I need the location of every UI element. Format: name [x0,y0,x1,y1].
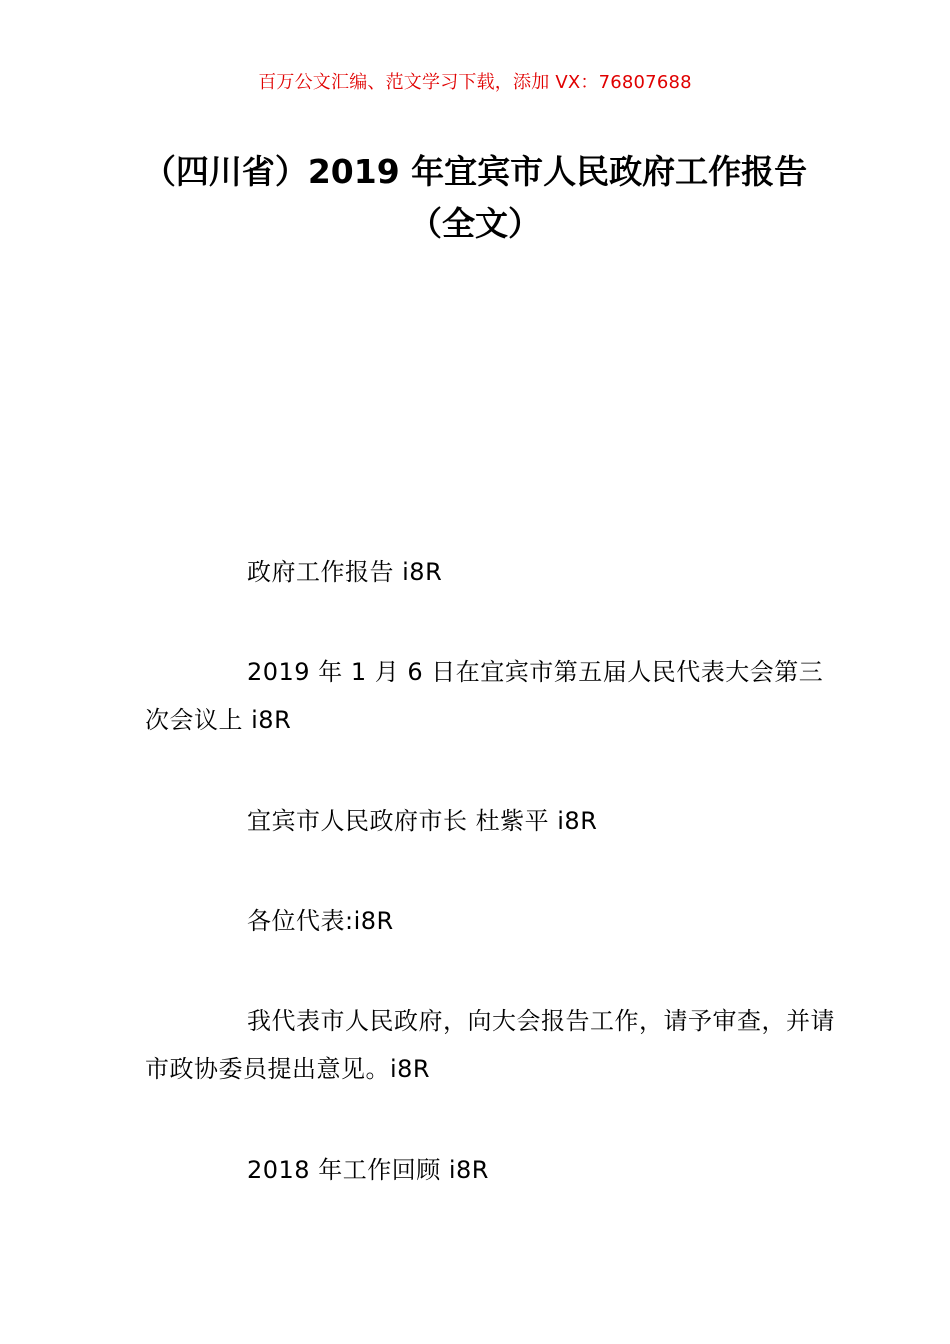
paragraph-meeting-date: 2019 年 1 月 6 日在宜宾市第五届人民代表大会第三次会议上 i8R [145,658,824,734]
paragraph-opening: 我代表市人民政府，向大会报告工作，请予审查，并请市政协委员提出意见。i8R [145,1007,835,1083]
document-title: （四川省）2019 年宜宾市人民政府工作报告（全文） [142,152,808,243]
paragraph-mayor: 宜宾市人民政府市长 杜紫平 i8R [247,807,598,835]
paragraph-section-heading: 2018 年工作回顾 i8R [247,1156,489,1184]
header-watermark-note: 百万公文汇编、范文学习下载，添加 VX：76807688 [258,72,692,93]
paragraph-report-label: 政府工作报告 i8R [247,558,443,586]
paragraph-greeting: 各位代表:i8R [247,907,394,935]
